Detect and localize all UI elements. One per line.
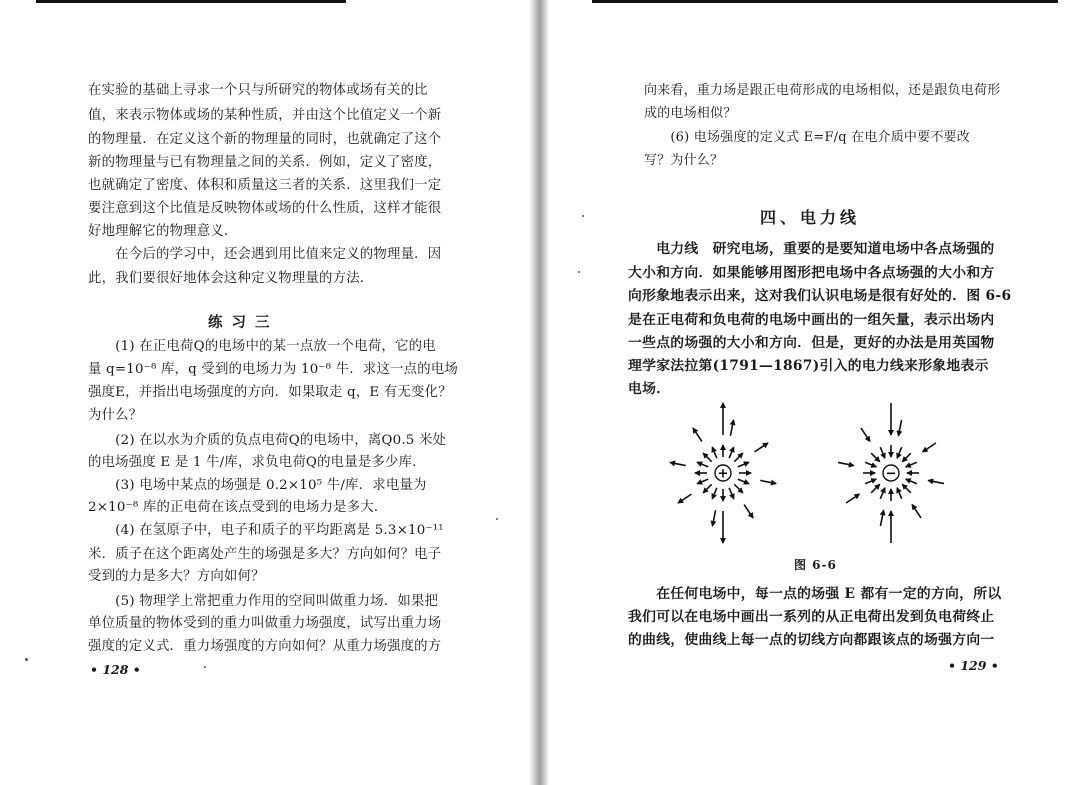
left-page	[0, 0, 530, 785]
text-line: (1) 在正电荷Q的电场中的某一点放一个电荷，它的电	[88, 339, 436, 354]
field-arrow	[729, 488, 734, 499]
text-line: (3) 电场中某点的场强是 0.2×10⁵ 牛/库．求电量为	[88, 478, 427, 493]
field-arrow	[846, 494, 859, 503]
field-arrow	[734, 453, 742, 461]
right-page	[548, 0, 1080, 785]
field-arrow	[906, 479, 917, 484]
text-line: 成的电场相似？	[644, 106, 737, 121]
negative-symbol: −	[885, 466, 897, 482]
field-arrow	[838, 462, 854, 465]
field-arrow	[697, 462, 708, 467]
field-arrow	[738, 462, 749, 467]
field-arrow	[729, 447, 734, 458]
text-line: 在今后的学习中，还会遇到用比值来定义的物理量．因	[88, 247, 442, 262]
scan-speck	[25, 658, 28, 661]
text-line: (4) 在氢原子中，电子和质子的平均距离是 5.3×10⁻¹¹	[88, 523, 444, 538]
field-arrow	[861, 428, 870, 441]
text-line: (5) 物理学上常把重力作用的空间叫做重力场．如果把	[88, 594, 439, 609]
text-line: 我们可以在电场中画出一系列的从正电荷出发到负电荷终止	[628, 609, 995, 625]
text-line: 要注意到这个比值是反映物体或场的什么性质，这样才能很	[88, 201, 442, 216]
field-arrow	[697, 479, 708, 484]
text-line: 量 q=10⁻⁸ 库，q 受到的电场力为 10⁻⁸ 牛．求这一点的电场	[88, 362, 459, 377]
negative-charge	[883, 465, 899, 482]
field-arrow	[928, 480, 944, 483]
positive-charge	[715, 465, 731, 482]
page-number: • 128 •	[90, 662, 141, 677]
text-line: 2×10⁻⁸ 库的正电荷在该点受到的电场力是多大．	[88, 500, 388, 515]
text-line: 电力线 研究电场，重要的是要知道电场中各点场强的	[628, 241, 995, 257]
text-line: 向形象地表示出来，这对我们认识电场是很有好处的．图 6-6	[628, 288, 1012, 304]
text-line: 电场．	[628, 381, 671, 397]
field-arrow	[712, 447, 717, 458]
text-line: 单位质量的物体受到的重力叫做重力场强度，试写出重力场	[88, 616, 442, 631]
section-title: 四、电力线	[760, 208, 861, 227]
field-arrow	[738, 479, 749, 484]
field-arrow	[703, 453, 711, 461]
scan-speck	[496, 518, 498, 520]
text-line: 米．质子在这个距离处产生的场强是多大？方向如何？电子	[88, 547, 442, 562]
text-line: (6) 电场强度的定义式 E=F/q 在电介质中要不要改	[644, 130, 970, 145]
text-line: 为什么？	[88, 408, 143, 423]
field-arrow	[906, 462, 917, 467]
text-line: 大小和方向．如果能够用图形把电场中各点场强的大小和方	[628, 265, 995, 281]
text-line: 是在正电荷和负电荷的电场中画出的一组矢量，表示出场内	[628, 312, 995, 328]
field-arrow	[871, 484, 879, 492]
book-gutter	[530, 0, 548, 785]
text-line: 在任何电场中，每一点的场强 E 都有一定的方向，所以	[628, 586, 1002, 602]
field-arrow	[760, 480, 776, 483]
text-line: 向来看，重力场是跟正电荷形成的电场相似，还是跟负电荷形	[644, 83, 1001, 98]
text-line: 在实验的基础上寻求一个只与所研究的物体或场有关的比	[88, 83, 428, 98]
text-line: 值，来表示物体或场的某种性质，并由这个比值定义一个新	[88, 108, 442, 123]
text-line: 强度的定义式．重力场强度的方向如何？从重力场强度的方	[88, 639, 442, 654]
field-arrow	[712, 510, 715, 526]
text-line: 受到的力是多大？方向如何？	[88, 569, 265, 584]
field-arrow	[703, 484, 711, 492]
field-arrow	[902, 484, 910, 492]
scan-speck	[582, 215, 584, 217]
field-arrow	[871, 453, 879, 461]
page-number: • 129 •	[948, 658, 999, 673]
text-line: 此，我们要很好地体会这种定义物理量的方法．	[88, 271, 374, 286]
field-arrow	[897, 447, 902, 458]
field-arrow	[744, 505, 753, 518]
field-arrow	[897, 488, 902, 499]
field-arrow	[734, 484, 742, 492]
field-arrow	[712, 488, 717, 499]
text-line: 一些点的场强的大小和方向．但是，更好的办法是用英国物	[628, 335, 995, 351]
text-line: 的物理量．在定义这个新的物理量的同时，也就确定了这个	[88, 132, 442, 147]
electric-field-figure	[648, 400, 988, 550]
text-line: 也就确定了密度、体积和质量这三者的关系．这里我们一定	[88, 178, 442, 193]
text-line: 强度E，并指出电场强度的方向．如果取走 q，E 有无变化？	[88, 385, 452, 400]
field-arrow	[678, 494, 691, 503]
field-arrow	[912, 505, 921, 518]
text-line: 新的物理量与已有物理量之间的关系．例如，定义了密度，	[88, 155, 442, 170]
field-arrow	[670, 462, 686, 465]
field-arrow	[880, 488, 885, 499]
field-arrow	[880, 447, 885, 458]
field-arrow	[865, 462, 876, 467]
figure-caption: 图 6-6	[794, 558, 837, 572]
scan-speck	[204, 666, 206, 668]
field-arrow	[730, 420, 733, 436]
text-line: 写？为什么？	[644, 153, 724, 168]
field-arrow	[902, 453, 910, 461]
text-line: 的曲线，使曲线上每一点的切线方向都跟该点的场强方向一	[628, 632, 995, 648]
text-line: 的电场强度 E 是 1 牛/库，求负电荷Q的电量是多少库．	[88, 455, 426, 470]
field-arrow	[693, 428, 702, 441]
header-rule	[592, 0, 1058, 3]
text-line: 好地理解它的物理意义．	[88, 224, 238, 239]
positive-symbol: +	[717, 466, 729, 482]
scan-speck	[578, 271, 580, 273]
field-arrow	[880, 510, 883, 526]
exercise-title: 练习三	[208, 314, 279, 331]
field-arrow	[923, 443, 936, 452]
field-arrow	[865, 479, 876, 484]
field-arrow	[898, 420, 901, 436]
text-line: 理学家法拉第(1791—1867)引入的电力线来形象地表示	[628, 358, 989, 374]
field-arrow	[755, 443, 768, 452]
header-rule	[36, 0, 346, 3]
text-line: (2) 在以水为介质的负点电荷Q的电场中，离Q0.5 米处	[88, 433, 447, 448]
